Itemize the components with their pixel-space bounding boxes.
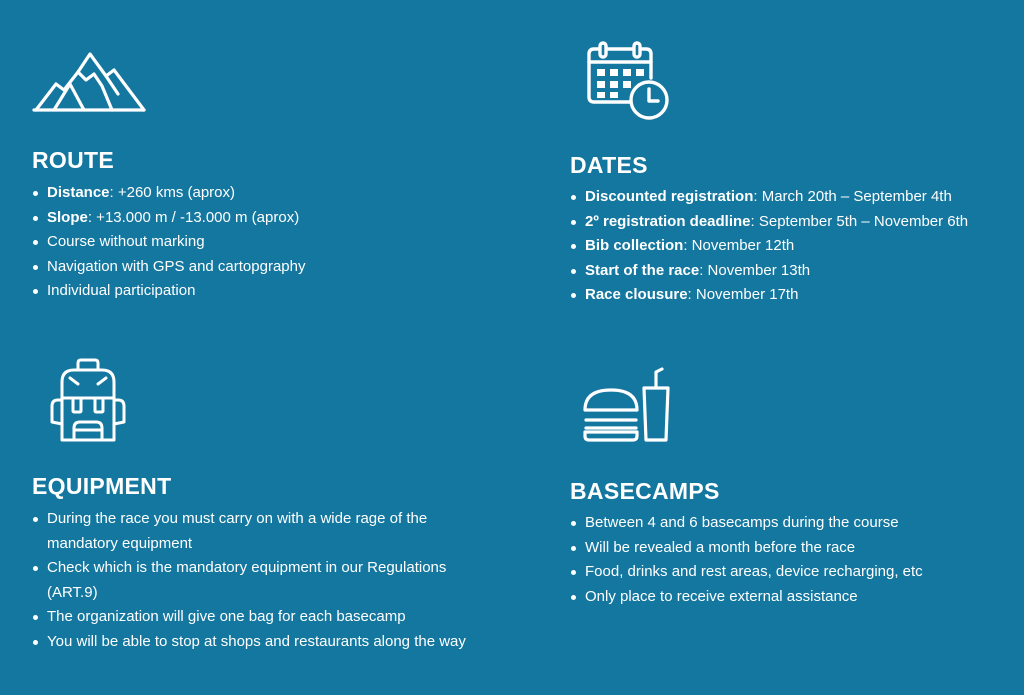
item-text: Individual participation	[47, 282, 196, 300]
list-item	[570, 511, 923, 536]
item-value: : March 20th – September 4th	[753, 188, 952, 205]
list-item	[32, 181, 305, 206]
calendar-clock-icon	[586, 42, 672, 124]
list-item	[32, 279, 305, 304]
item-label: Distance	[47, 184, 110, 201]
item-text: Food, drinks and rest areas, device recharging, etc	[585, 563, 923, 581]
item-value: : November 17th	[687, 286, 799, 304]
list-item	[570, 234, 968, 259]
list-item	[32, 556, 466, 605]
item-text-line: mandatory equipment	[47, 534, 193, 552]
list-item	[32, 230, 305, 255]
equipment-section	[32, 350, 532, 670]
list-item	[32, 630, 466, 655]
item-value: : +260 kms (aprox)	[109, 184, 235, 201]
list-item	[32, 605, 466, 630]
item-label: Start of the race	[585, 261, 700, 279]
dates-title: DATES	[570, 152, 648, 178]
item-label: Slope	[47, 208, 88, 226]
list-item	[570, 585, 923, 610]
item-value: : November 13th	[699, 261, 811, 279]
list-item	[570, 259, 968, 284]
list-item	[32, 255, 305, 280]
item-text: Will be revealed a month before the race	[585, 538, 856, 556]
item-text: You will be able to stop at shops and restaurants along the way	[47, 632, 466, 650]
route-list	[32, 181, 305, 304]
equipment-title: EQUIPMENT	[32, 473, 172, 499]
item-label: Discounted registration	[585, 188, 754, 205]
item-text-line: During the race you must carry on with a wide rage of the	[47, 510, 428, 527]
list-item	[32, 206, 305, 231]
item-text-line: Check which is the mandatory equipment in our Regulations	[47, 559, 447, 577]
basecamps-title: BASECAMPS	[570, 478, 720, 504]
item-label: Bib collection	[585, 237, 684, 255]
mountain-icon	[32, 50, 148, 114]
item-label: Race clousure	[585, 286, 688, 304]
dates-list	[570, 185, 968, 308]
item-text: Course without marking	[47, 233, 205, 251]
route-title: ROUTE	[32, 147, 114, 173]
item-text: Only place to receive external assistance	[585, 587, 858, 605]
list-item	[570, 185, 968, 210]
list-item	[32, 507, 466, 556]
item-text: Between 4 and 6 basecamps during the course	[585, 514, 899, 531]
route-section	[32, 0, 512, 320]
list-item	[570, 536, 923, 561]
item-label: 2º registration deadline	[585, 212, 751, 230]
list-item	[570, 283, 968, 308]
item-text-line: (ART.9)	[47, 583, 98, 601]
item-text: Navigation with GPS and cartopgraphy	[47, 257, 306, 275]
burger-drink-icon	[582, 368, 674, 442]
basecamps-list	[570, 511, 923, 609]
basecamps-section	[570, 350, 1020, 670]
item-value: : September 5th – November 6th	[750, 212, 969, 230]
item-value: : +13.000 m / -13.000 m (aprox)	[87, 208, 300, 226]
backpack-icon	[50, 358, 126, 444]
list-item	[570, 560, 923, 585]
list-item	[570, 210, 968, 235]
item-value: : November 12th	[683, 237, 795, 255]
item-text: The organization will give one bag for each basecamp	[47, 608, 406, 626]
dates-section	[570, 0, 1020, 320]
equipment-list	[32, 507, 466, 655]
